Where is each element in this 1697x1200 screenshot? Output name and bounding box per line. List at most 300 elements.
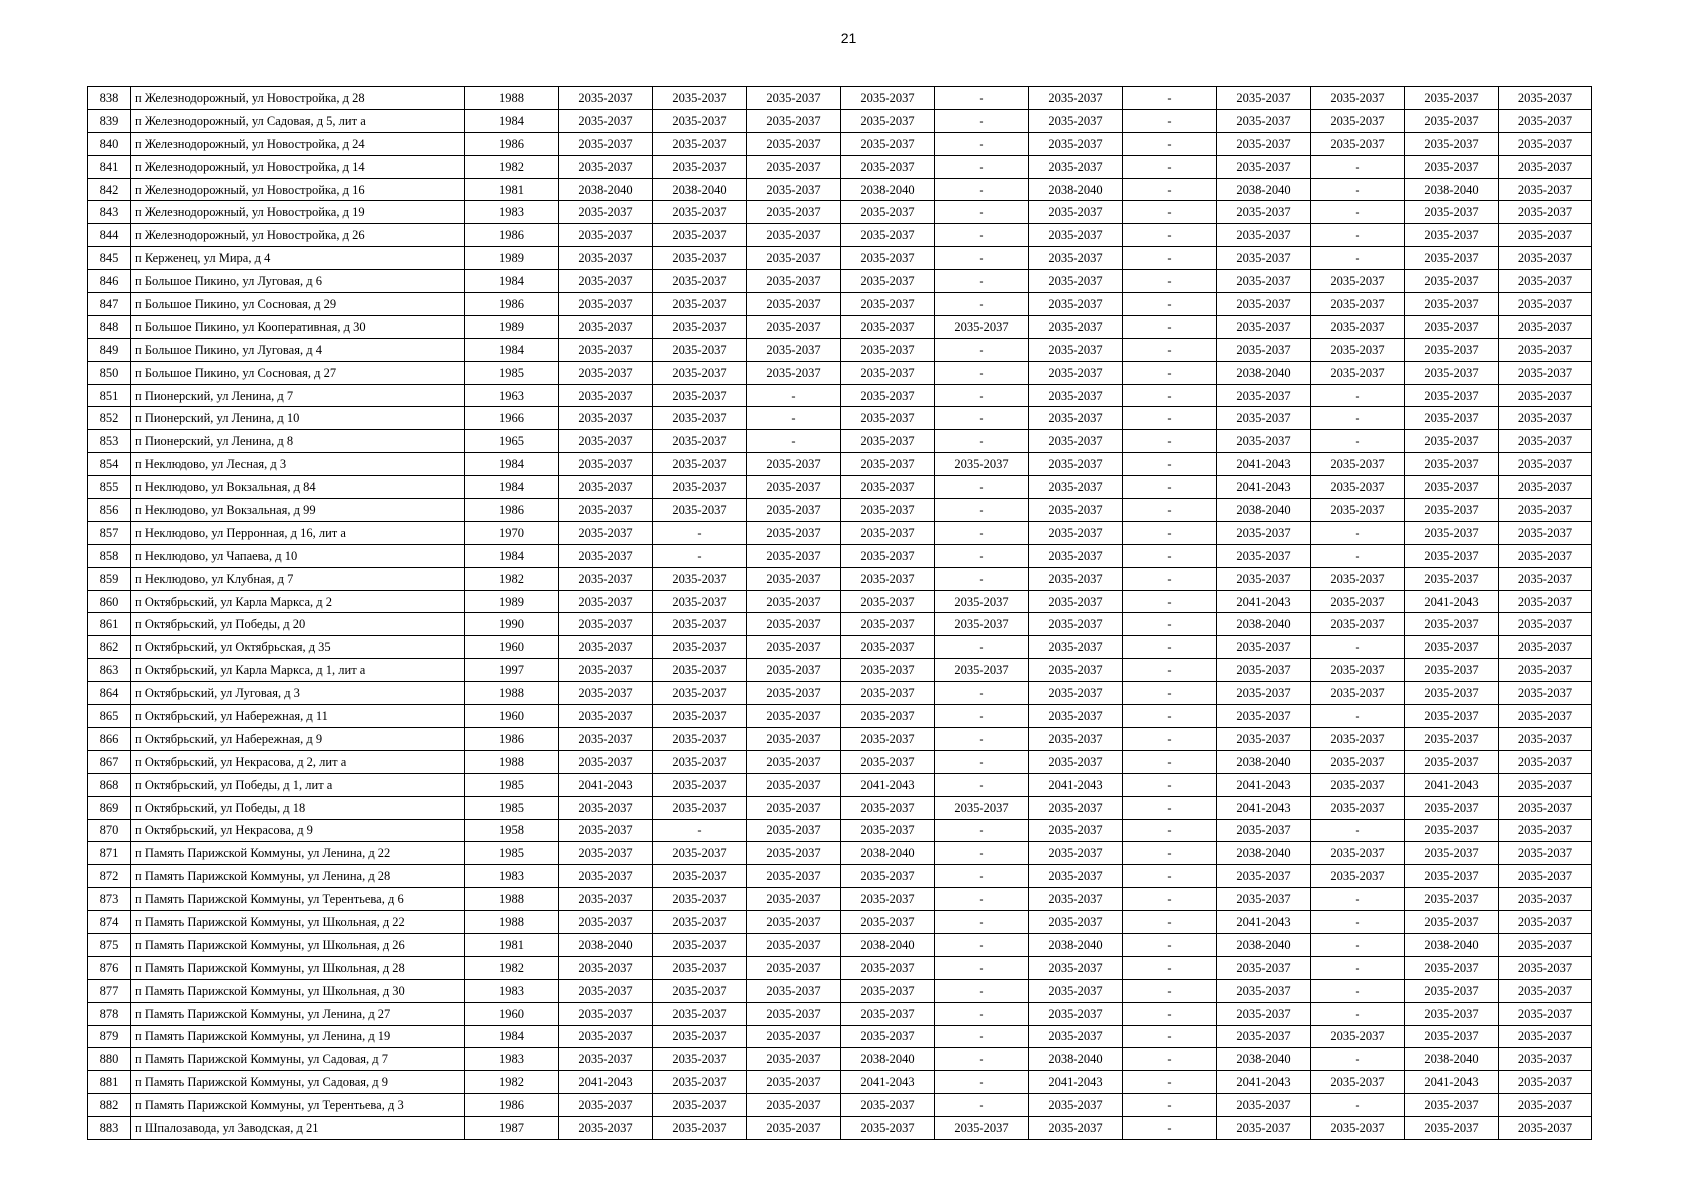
address-cell: п Октябрьский, ул Некрасова, д 9 (131, 819, 465, 842)
schedule-period-cell: 2035-2037 (841, 956, 935, 979)
schedule-period-cell: 2035-2037 (1029, 430, 1123, 453)
schedule-period-cell: - (1311, 911, 1405, 934)
schedule-period-cell: - (935, 361, 1029, 384)
year-built-cell: 1982 (465, 956, 559, 979)
address-cell: п Неклюдово, ул Перронная, д 16, лит а (131, 521, 465, 544)
schedule-period-cell: 2035-2037 (1029, 315, 1123, 338)
schedule-period-cell: 2035-2037 (1311, 659, 1405, 682)
schedule-period-cell: 2035-2037 (1405, 293, 1499, 316)
table-row (88, 132, 1592, 155)
year-built-cell: 1960 (465, 636, 559, 659)
schedule-period-cell: 2035-2037 (841, 453, 935, 476)
schedule-period-cell: 2035-2037 (1217, 659, 1311, 682)
schedule-period-cell: 2035-2037 (747, 87, 841, 110)
schedule-period-cell: 2035-2037 (1311, 476, 1405, 499)
schedule-period-cell: 2035-2037 (841, 132, 935, 155)
schedule-period-cell: 2035-2037 (1217, 567, 1311, 590)
schedule-period-cell: 2035-2037 (747, 1071, 841, 1094)
year-built-cell: 1984 (465, 453, 559, 476)
row-number-cell: 844 (88, 224, 131, 247)
schedule-period-cell: 2035-2037 (1029, 659, 1123, 682)
schedule-period-cell: 2035-2037 (1405, 476, 1499, 499)
schedule-period-cell: 2035-2037 (1499, 1025, 1592, 1048)
schedule-period-cell: - (935, 842, 1029, 865)
row-number-cell: 875 (88, 933, 131, 956)
schedule-period-cell: 2035-2037 (653, 109, 747, 132)
schedule-period-cell: - (935, 567, 1029, 590)
schedule-period-cell: 2035-2037 (653, 293, 747, 316)
schedule-period-cell: - (935, 682, 1029, 705)
schedule-period-cell: 2035-2037 (1217, 865, 1311, 888)
schedule-period-cell: 2035-2037 (1029, 407, 1123, 430)
schedule-period-cell: 2035-2037 (1499, 933, 1592, 956)
row-number-cell: 846 (88, 270, 131, 293)
schedule-period-cell: 2035-2037 (653, 1117, 747, 1140)
schedule-period-cell: - (653, 544, 747, 567)
schedule-period-cell: 2041-2043 (1217, 1071, 1311, 1094)
schedule-period-cell: 2035-2037 (747, 659, 841, 682)
address-cell: п Октябрьский, ул Набережная, д 9 (131, 727, 465, 750)
schedule-period-cell: 2035-2037 (1499, 773, 1592, 796)
schedule-period-cell: 2035-2037 (1029, 87, 1123, 110)
schedule-period-cell: 2035-2037 (653, 659, 747, 682)
address-cell: п Память Парижской Коммуны, ул Школьная, д 30 (131, 979, 465, 1002)
schedule-period-cell: 2035-2037 (841, 476, 935, 499)
schedule-period-cell: 2035-2037 (559, 384, 653, 407)
table-row (88, 1002, 1592, 1025)
row-number-cell: 858 (88, 544, 131, 567)
schedule-period-cell: 2035-2037 (841, 155, 935, 178)
schedule-period-cell: 2035-2037 (559, 109, 653, 132)
schedule-period-cell: 2038-2040 (1029, 178, 1123, 201)
schedule-period-cell: - (935, 178, 1029, 201)
schedule-period-cell: 2035-2037 (1405, 613, 1499, 636)
schedule-period-cell: 2035-2037 (747, 773, 841, 796)
schedule-period-cell: 2035-2037 (1029, 796, 1123, 819)
table-row (88, 911, 1592, 934)
schedule-period-cell: 2035-2037 (841, 636, 935, 659)
address-cell: п Большое Пикино, ул Кооперативная, д 30 (131, 315, 465, 338)
address-cell: п Память Парижской Коммуны, ул Ленина, д 22 (131, 842, 465, 865)
year-built-cell: 1987 (465, 1117, 559, 1140)
schedule-period-cell: 2035-2037 (935, 796, 1029, 819)
address-cell: п Неклюдово, ул Лесная, д 3 (131, 453, 465, 476)
address-cell: п Память Парижской Коммуны, ул Ленина, д 27 (131, 1002, 465, 1025)
row-number-cell: 839 (88, 109, 131, 132)
schedule-period-cell: 2035-2037 (1405, 155, 1499, 178)
schedule-period-cell: - (935, 407, 1029, 430)
address-cell: п Керженец, ул Мира, д 4 (131, 247, 465, 270)
year-built-cell: 1985 (465, 842, 559, 865)
schedule-period-cell: 2035-2037 (1029, 636, 1123, 659)
schedule-period-cell: 2035-2037 (1499, 270, 1592, 293)
schedule-period-cell: 2035-2037 (1405, 270, 1499, 293)
schedule-period-cell: - (1123, 87, 1217, 110)
schedule-period-cell: 2035-2037 (559, 705, 653, 728)
schedule-period-cell: - (1123, 933, 1217, 956)
row-number-cell: 853 (88, 430, 131, 453)
schedule-period-cell: 2035-2037 (1029, 705, 1123, 728)
schedule-period-cell: 2035-2037 (1217, 87, 1311, 110)
schedule-period-cell: 2035-2037 (1499, 178, 1592, 201)
schedule-period-cell: 2035-2037 (1217, 293, 1311, 316)
schedule-period-cell: 2035-2037 (559, 338, 653, 361)
schedule-period-cell: 2035-2037 (1405, 1094, 1499, 1117)
schedule-period-cell: 2035-2037 (1405, 361, 1499, 384)
schedule-period-cell: - (1311, 384, 1405, 407)
schedule-period-cell: - (935, 933, 1029, 956)
schedule-period-cell: 2035-2037 (1499, 247, 1592, 270)
schedule-period-cell: 2035-2037 (1405, 201, 1499, 224)
schedule-period-cell: - (1123, 1025, 1217, 1048)
row-number-cell: 854 (88, 453, 131, 476)
schedule-period-cell: 2035-2037 (653, 155, 747, 178)
schedule-period-cell: 2035-2037 (1029, 911, 1123, 934)
year-built-cell: 1985 (465, 773, 559, 796)
year-built-cell: 1982 (465, 1071, 559, 1094)
schedule-period-cell: 2035-2037 (1499, 1002, 1592, 1025)
schedule-period-cell: - (1123, 224, 1217, 247)
year-built-cell: 1984 (465, 338, 559, 361)
year-built-cell: 1988 (465, 911, 559, 934)
schedule-period-cell: 2035-2037 (1311, 453, 1405, 476)
schedule-period-cell: 2035-2037 (1217, 315, 1311, 338)
schedule-period-cell: 2035-2037 (935, 613, 1029, 636)
schedule-period-cell: 2035-2037 (1029, 590, 1123, 613)
schedule-period-cell: 2035-2037 (1029, 338, 1123, 361)
schedule-period-cell: 2035-2037 (1029, 384, 1123, 407)
schedule-period-cell: - (1123, 361, 1217, 384)
schedule-period-cell: 2035-2037 (653, 911, 747, 934)
schedule-period-cell: 2035-2037 (1029, 521, 1123, 544)
row-number-cell: 838 (88, 87, 131, 110)
year-built-cell: 1989 (465, 590, 559, 613)
table-row (88, 109, 1592, 132)
table-row (88, 956, 1592, 979)
schedule-period-cell: 2035-2037 (841, 911, 935, 934)
address-cell: п Железнодорожный, ул Новостройка, д 26 (131, 224, 465, 247)
schedule-period-cell: 2038-2040 (559, 933, 653, 956)
schedule-period-cell: 2035-2037 (1217, 338, 1311, 361)
schedule-period-cell: 2035-2037 (1217, 430, 1311, 453)
schedule-period-cell: 2035-2037 (1405, 430, 1499, 453)
schedule-period-cell: 2035-2037 (1499, 659, 1592, 682)
table-row (88, 476, 1592, 499)
year-built-cell: 1981 (465, 933, 559, 956)
schedule-period-cell: 2035-2037 (653, 727, 747, 750)
schedule-period-cell: 2035-2037 (559, 453, 653, 476)
schedule-period-cell: 2035-2037 (1405, 315, 1499, 338)
schedule-period-cell: 2035-2037 (841, 499, 935, 522)
schedule-period-cell: - (935, 888, 1029, 911)
year-built-cell: 1986 (465, 1094, 559, 1117)
schedule-period-cell: 2035-2037 (1311, 87, 1405, 110)
address-cell: п Октябрьский, ул Луговая, д 3 (131, 682, 465, 705)
schedule-period-cell: - (1123, 544, 1217, 567)
schedule-period-cell: - (1123, 384, 1217, 407)
schedule-period-cell: - (935, 430, 1029, 453)
schedule-period-cell: 2035-2037 (747, 544, 841, 567)
schedule-period-cell: 2035-2037 (1499, 1071, 1592, 1094)
schedule-period-cell: 2035-2037 (747, 796, 841, 819)
table-row (88, 1025, 1592, 1048)
schedule-period-cell: 2035-2037 (1311, 750, 1405, 773)
schedule-period-cell: - (1123, 1002, 1217, 1025)
schedule-period-cell: 2035-2037 (559, 476, 653, 499)
schedule-period-cell: 2035-2037 (1499, 613, 1592, 636)
schedule-period-cell: 2035-2037 (559, 911, 653, 934)
row-number-cell: 852 (88, 407, 131, 430)
schedule-period-cell: 2035-2037 (1405, 727, 1499, 750)
schedule-period-cell: 2035-2037 (1499, 567, 1592, 590)
schedule-period-cell: 2035-2037 (1311, 567, 1405, 590)
schedule-period-cell: - (1123, 590, 1217, 613)
address-cell: п Память Парижской Коммуны, ул Терентьева, д 3 (131, 1094, 465, 1117)
schedule-period-cell: 2035-2037 (559, 132, 653, 155)
address-cell: п Октябрьский, ул Октябрьская, д 35 (131, 636, 465, 659)
schedule-period-cell: 2035-2037 (841, 521, 935, 544)
schedule-period-cell: 2035-2037 (1499, 132, 1592, 155)
schedule-period-cell: 2035-2037 (1217, 819, 1311, 842)
table-row (88, 796, 1592, 819)
schedule-period-cell: 2035-2037 (841, 384, 935, 407)
schedule-period-cell: 2035-2037 (1029, 842, 1123, 865)
schedule-period-cell: 2035-2037 (559, 682, 653, 705)
row-number-cell: 882 (88, 1094, 131, 1117)
address-cell: п Память Парижской Коммуны, ул Школьная, д 28 (131, 956, 465, 979)
schedule-period-cell: 2035-2037 (1499, 590, 1592, 613)
schedule-period-cell: - (653, 819, 747, 842)
year-built-cell: 1965 (465, 430, 559, 453)
table-row (88, 636, 1592, 659)
table-row (88, 1117, 1592, 1140)
schedule-period-cell: 2035-2037 (653, 933, 747, 956)
address-cell: п Железнодорожный, ул Новостройка, д 19 (131, 201, 465, 224)
schedule-period-cell: 2035-2037 (653, 1094, 747, 1117)
schedule-period-cell: 2035-2037 (1499, 544, 1592, 567)
schedule-period-cell: 2035-2037 (747, 476, 841, 499)
schedule-period-cell: 2035-2037 (747, 1048, 841, 1071)
schedule-period-cell: - (935, 636, 1029, 659)
schedule-period-cell: - (1123, 888, 1217, 911)
table-row (88, 888, 1592, 911)
schedule-period-cell: 2035-2037 (1499, 750, 1592, 773)
address-cell: п Октябрьский, ул Карла Маркса, д 1, лит а (131, 659, 465, 682)
schedule-period-cell: 2035-2037 (1499, 87, 1592, 110)
schedule-period-cell: 2035-2037 (1311, 338, 1405, 361)
schedule-period-cell: - (1123, 956, 1217, 979)
schedule-period-cell: - (1311, 201, 1405, 224)
schedule-period-cell: 2035-2037 (1311, 1117, 1405, 1140)
schedule-period-cell: 2035-2037 (747, 453, 841, 476)
schedule-period-cell: 2035-2037 (1405, 453, 1499, 476)
schedule-period-cell: 2035-2037 (1499, 842, 1592, 865)
schedule-period-cell: 2035-2037 (1217, 1025, 1311, 1048)
schedule-period-cell: 2038-2040 (1217, 499, 1311, 522)
address-cell: п Неклюдово, ул Вокзальная, д 84 (131, 476, 465, 499)
schedule-period-cell: - (1123, 613, 1217, 636)
year-built-cell: 1985 (465, 796, 559, 819)
schedule-period-cell: 2035-2037 (1405, 911, 1499, 934)
schedule-period-cell: 2035-2037 (653, 361, 747, 384)
table-row (88, 407, 1592, 430)
schedule-period-cell: 2035-2037 (1029, 361, 1123, 384)
schedule-period-cell: 2038-2040 (1217, 361, 1311, 384)
schedule-period-cell: 2035-2037 (1217, 201, 1311, 224)
schedule-period-cell: 2035-2037 (1405, 796, 1499, 819)
schedule-period-cell: 2035-2037 (559, 1002, 653, 1025)
schedule-period-cell: 2035-2037 (1499, 407, 1592, 430)
schedule-period-cell: - (935, 773, 1029, 796)
schedule-period-cell: 2041-2043 (559, 773, 653, 796)
year-built-cell: 1997 (465, 659, 559, 682)
schedule-period-cell: 2035-2037 (1029, 979, 1123, 1002)
schedule-period-cell: 2035-2037 (747, 705, 841, 728)
schedule-period-cell: 2035-2037 (1405, 1025, 1499, 1048)
schedule-period-cell: 2035-2037 (653, 1048, 747, 1071)
table-row (88, 682, 1592, 705)
schedule-period-cell: 2035-2037 (935, 1117, 1029, 1140)
schedule-period-cell: 2038-2040 (1405, 1048, 1499, 1071)
schedule-period-cell: - (1123, 705, 1217, 728)
schedule-period-cell: 2035-2037 (1311, 499, 1405, 522)
schedule-period-cell: - (1123, 132, 1217, 155)
schedule-period-cell: 2035-2037 (747, 178, 841, 201)
table-row (88, 705, 1592, 728)
schedule-period-cell: 2041-2043 (1217, 476, 1311, 499)
schedule-period-cell: - (1123, 178, 1217, 201)
schedule-period-cell: 2035-2037 (1499, 705, 1592, 728)
schedule-period-cell: 2035-2037 (747, 979, 841, 1002)
address-cell: п Железнодорожный, ул Новостройка, д 16 (131, 178, 465, 201)
schedule-period-cell: 2035-2037 (559, 567, 653, 590)
schedule-period-cell: - (935, 247, 1029, 270)
schedule-period-cell: 2035-2037 (1029, 956, 1123, 979)
schedule-period-cell: 2035-2037 (747, 132, 841, 155)
table-row (88, 499, 1592, 522)
schedule-period-cell: 2041-2043 (559, 1071, 653, 1094)
schedule-period-cell: 2035-2037 (1029, 476, 1123, 499)
address-cell: п Большое Пикино, ул Сосновая, д 29 (131, 293, 465, 316)
schedule-period-cell: 2035-2037 (559, 544, 653, 567)
schedule-period-cell: 2035-2037 (1217, 1094, 1311, 1117)
schedule-period-cell: 2035-2037 (653, 87, 747, 110)
schedule-period-cell: 2035-2037 (841, 407, 935, 430)
schedule-period-cell: - (1123, 750, 1217, 773)
schedule-period-cell: - (1123, 682, 1217, 705)
schedule-period-cell: 2038-2040 (559, 178, 653, 201)
schedule-period-cell: 2035-2037 (1405, 819, 1499, 842)
schedule-period-cell: 2035-2037 (653, 453, 747, 476)
row-number-cell: 851 (88, 384, 131, 407)
schedule-period-cell: 2035-2037 (559, 407, 653, 430)
table-row (88, 1094, 1592, 1117)
row-number-cell: 848 (88, 315, 131, 338)
year-built-cell: 1988 (465, 888, 559, 911)
schedule-period-cell: 2035-2037 (559, 613, 653, 636)
schedule-period-cell: 2035-2037 (1029, 224, 1123, 247)
row-number-cell: 883 (88, 1117, 131, 1140)
schedule-period-cell: 2035-2037 (653, 682, 747, 705)
schedule-period-cell: 2035-2037 (1499, 819, 1592, 842)
schedule-period-cell: - (935, 109, 1029, 132)
table-row (88, 224, 1592, 247)
schedule-period-cell: 2035-2037 (1217, 132, 1311, 155)
schedule-period-cell: - (1311, 430, 1405, 453)
year-built-cell: 1960 (465, 705, 559, 728)
address-cell: п Октябрьский, ул Победы, д 18 (131, 796, 465, 819)
schedule-period-cell: - (1123, 338, 1217, 361)
table-row (88, 842, 1592, 865)
row-number-cell: 867 (88, 750, 131, 773)
schedule-period-cell: - (1123, 727, 1217, 750)
schedule-period-cell: 2035-2037 (1499, 155, 1592, 178)
table-row (88, 384, 1592, 407)
schedule-period-cell: 2035-2037 (1217, 270, 1311, 293)
schedule-period-cell: 2035-2037 (1499, 338, 1592, 361)
schedule-period-cell: 2035-2037 (653, 750, 747, 773)
schedule-period-cell: 2035-2037 (559, 430, 653, 453)
row-number-cell: 880 (88, 1048, 131, 1071)
schedule-period-cell: 2035-2037 (1217, 705, 1311, 728)
schedule-period-cell: 2035-2037 (1499, 888, 1592, 911)
row-number-cell: 872 (88, 865, 131, 888)
schedule-period-cell: 2035-2037 (841, 544, 935, 567)
schedule-period-cell: 2035-2037 (559, 1025, 653, 1048)
schedule-period-cell: 2035-2037 (747, 1025, 841, 1048)
schedule-period-cell: 2035-2037 (841, 567, 935, 590)
schedule-period-cell: 2035-2037 (935, 659, 1029, 682)
schedule-period-cell: - (1123, 659, 1217, 682)
schedule-period-cell: 2035-2037 (1217, 888, 1311, 911)
row-number-cell: 869 (88, 796, 131, 819)
year-built-cell: 1984 (465, 270, 559, 293)
schedule-period-cell: - (935, 270, 1029, 293)
schedule-period-cell: 2041-2043 (1217, 773, 1311, 796)
schedule-period-cell: 2041-2043 (841, 773, 935, 796)
year-built-cell: 1966 (465, 407, 559, 430)
schedule-period-cell: 2035-2037 (841, 293, 935, 316)
schedule-period-cell: 2035-2037 (1405, 979, 1499, 1002)
year-built-cell: 1986 (465, 499, 559, 522)
schedule-period-cell: 2035-2037 (1499, 1048, 1592, 1071)
schedule-period-cell: 2035-2037 (1499, 796, 1592, 819)
schedule-period-cell: 2041-2043 (1029, 773, 1123, 796)
schedule-period-cell: - (935, 819, 1029, 842)
table-row (88, 613, 1592, 636)
schedule-period-cell: 2035-2037 (653, 499, 747, 522)
schedule-period-cell: 2035-2037 (1499, 1094, 1592, 1117)
schedule-period-cell: 2035-2037 (1405, 224, 1499, 247)
schedule-period-cell: 2035-2037 (653, 705, 747, 728)
schedule-period-cell: 2035-2037 (653, 338, 747, 361)
schedule-period-cell: 2035-2037 (653, 567, 747, 590)
schedule-period-cell: 2038-2040 (841, 842, 935, 865)
schedule-period-cell: - (1311, 956, 1405, 979)
schedule-period-cell: - (1311, 705, 1405, 728)
schedule-period-cell: 2035-2037 (1499, 476, 1592, 499)
schedule-period-cell: 2035-2037 (653, 773, 747, 796)
schedule-period-cell: - (1311, 1048, 1405, 1071)
schedule-period-cell: 2035-2037 (653, 865, 747, 888)
schedule-period-cell: 2035-2037 (1029, 1025, 1123, 1048)
schedule-period-cell: 2035-2037 (559, 361, 653, 384)
schedule-period-cell: - (1123, 315, 1217, 338)
table-row (88, 773, 1592, 796)
schedule-period-cell: - (1123, 911, 1217, 934)
schedule-period-cell: 2035-2037 (1029, 888, 1123, 911)
schedule-period-cell: 2038-2040 (1217, 178, 1311, 201)
